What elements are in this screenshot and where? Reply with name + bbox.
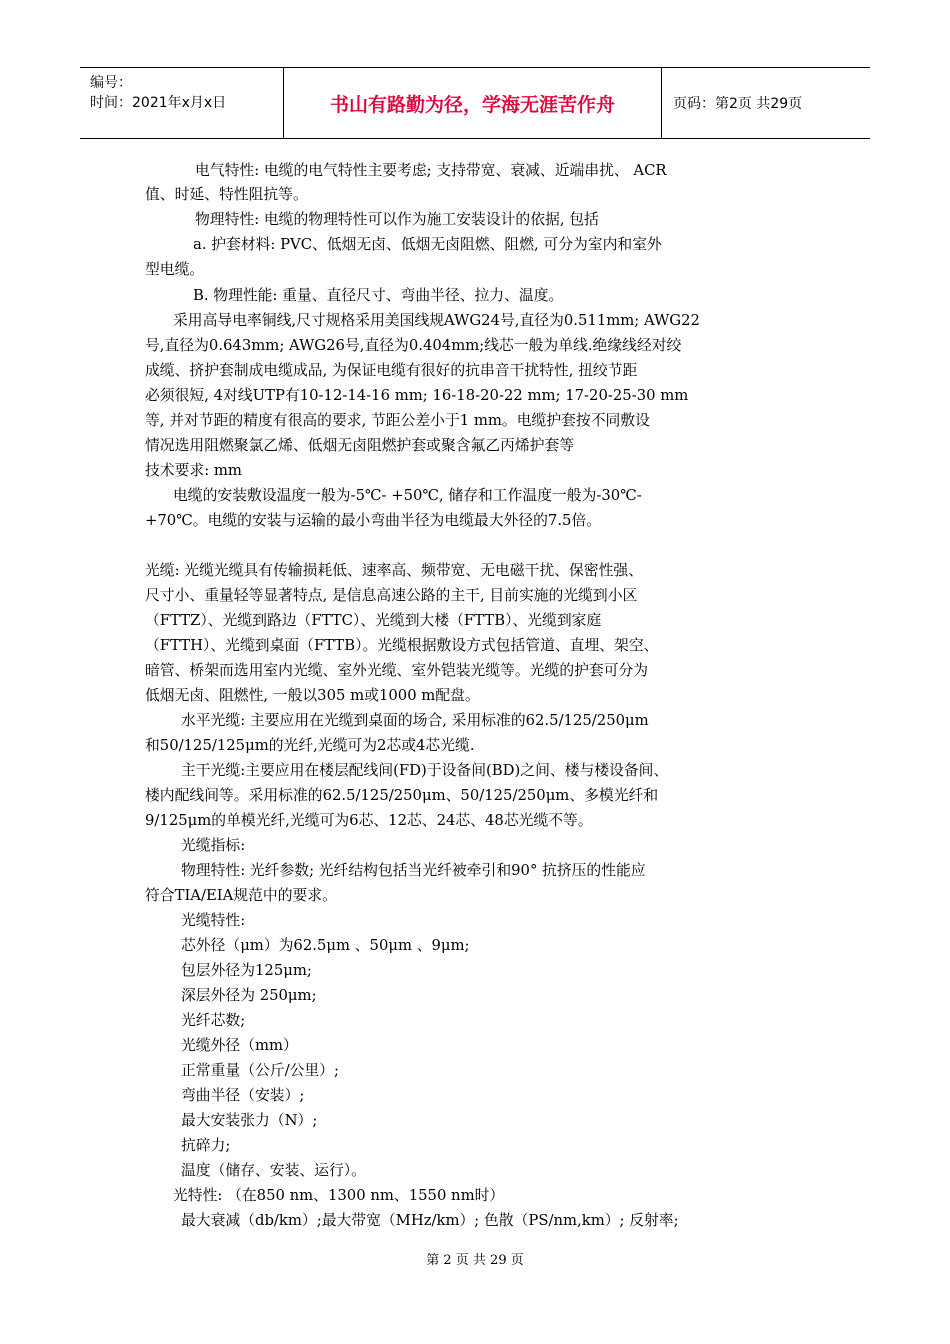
text-line: 楼内配线间等。采用标准的62.5/125/250μm、50/125/250μm、多模光纤和 — [145, 787, 659, 804]
text-line: 采用高导电率铜线,尺寸规格采用美国线规AWG24号,直径为0.511mm; AWG22 — [173, 312, 700, 329]
text-line: 光缆指标: — [181, 837, 246, 854]
page-header — [80, 67, 870, 139]
text-line: 光纤芯数; — [181, 1012, 246, 1029]
text-line: 电气特性: 电缆的电气特性主要考虑; 支持带宽、衰减、近端串扰、 ACR — [195, 162, 667, 179]
text-line: （FTTH）、光缆到桌面（FTTB）。光缆根据敷设方式包括管道、直埋、架空、 — [145, 637, 659, 654]
text-line: 弯曲半径（安装）; — [181, 1087, 305, 1104]
text-line: 主干光缆:主要应用在楼层配线间(FD)于设备间(BD)之间、楼与楼设备间、 — [181, 762, 669, 779]
text-line: 最大衰减（db/km）;最大带宽（MHz/km）; 色散（PS/nm,km）; 反射率; — [181, 1212, 679, 1229]
text-line: 情况选用阻燃聚氯乙烯、低烟无卤阻燃护套或聚含氟乙丙烯护套等 — [145, 437, 575, 454]
text-line: 电缆的安装敷设温度一般为-5℃- +50℃, 储存和工作温度一般为-30℃- — [173, 487, 642, 504]
text-line: +70℃。电缆的安装与运输的最小弯曲半径为电缆最大外径的7.5倍。 — [145, 512, 602, 529]
text-line: 号,直径为0.643mm; AWG26号,直径为0.404mm;线芯一般为单线.绝缘线经对绞 — [145, 337, 682, 354]
text-line: 抗碎力; — [181, 1137, 231, 1154]
text-line: 光特性: （在850 nm、1300 nm、1550 nm时） — [173, 1187, 505, 1204]
text-line: 技术要求: mm — [145, 462, 242, 479]
text-line: 物理特性: 电缆的物理特性可以作为施工安装设计的依据, 包括 — [195, 211, 599, 228]
text-line: 光缆特性: — [181, 912, 246, 929]
document-number-label: 编号： — [90, 75, 132, 91]
text-line: 必须很短, 4对线UTP有10-12-14-16 mm; 16-18-20-22 mm; 17-20-25-30 mm — [145, 387, 689, 404]
text-line: 深层外径为 250μm; — [181, 987, 317, 1004]
text-line: 物理特性: 光纤参数; 光纤结构包括当光纤被牵引和90° 抗挤压的性能应 — [181, 862, 646, 879]
text-line: （FTTZ）、光缆到路边（FTTC）、光缆到大楼（FTTB）、光缆到家庭 — [145, 612, 602, 629]
text-line: 值、时延、特性阻抗等。 — [145, 186, 308, 203]
text-line: 最大安装张力（N）; — [181, 1112, 318, 1129]
text-line: 光缆外径（mm） — [181, 1037, 298, 1054]
text-line: 芯外径（μm）为62.5μm 、50μm 、9μm; — [181, 937, 470, 954]
document-date-label: 时间：2021年x月x日 — [90, 95, 227, 111]
text-line: 低烟无卤、阻燃性, 一般以305 m或1000 m配盘。 — [145, 687, 480, 704]
text-line: 水平光缆: 主要应用在光缆到桌面的场合, 采用标准的62.5/125/250μm — [181, 712, 649, 729]
text-line: 尺寸小、重量轻等显著特点, 是信息高速公路的主干, 目前实施的光缆到小区 — [145, 587, 638, 604]
text-line: 温度（储存、安装、运行）。 — [181, 1162, 366, 1179]
header-page-label: 页码：第2页 共29页 — [673, 96, 803, 112]
text-line: 成缆、挤护套制成电缆成品, 为保证电缆有很好的抗串音干扰特性, 扭绞节距 — [145, 362, 638, 379]
text-line: 暗管、桥架而选用室内光缆、室外光缆、室外铠装光缆等。光缆的护套可分为 — [145, 662, 649, 679]
text-line: B. 物理性能: 重量、直径尺寸、弯曲半径、拉力、温度。 — [193, 287, 564, 304]
header-motto: 书山有路勤为径，学海无涯苦作舟 — [283, 68, 662, 138]
text-line: a. 护套材料: PVC、低烟无卤、低烟无卤阻燃、阻燃, 可分为室内和室外 — [193, 236, 662, 253]
text-line: 正常重量（公斤/公里）; — [181, 1062, 339, 1079]
header-page-info — [665, 68, 870, 138]
text-line: 型电缆。 — [145, 261, 205, 278]
text-line: 等, 并对节距的精度有很高的要求, 节距公差小于1 mm。电缆护套按不同敷设 — [145, 412, 650, 429]
text-line: 9/125μm的单模光纤,光缆可为6芯、12芯、24芯、48芯光缆不等。 — [145, 812, 593, 829]
text-line: 符合TIA/EIA规范中的要求。 — [145, 887, 337, 904]
text-line: 光缆: 光缆光缆具有传输损耗低、速率高、频带宽、无电磁干扰、保密性强、 — [145, 562, 643, 579]
page-footer: 第 2 页 共 29 页 — [426, 1253, 524, 1268]
header-meta — [80, 68, 280, 138]
text-line: 包层外径为125μm; — [181, 962, 312, 979]
text-line: 和50/125/125μm的光纤,光缆可为2芯或4芯光缆. — [145, 737, 475, 754]
